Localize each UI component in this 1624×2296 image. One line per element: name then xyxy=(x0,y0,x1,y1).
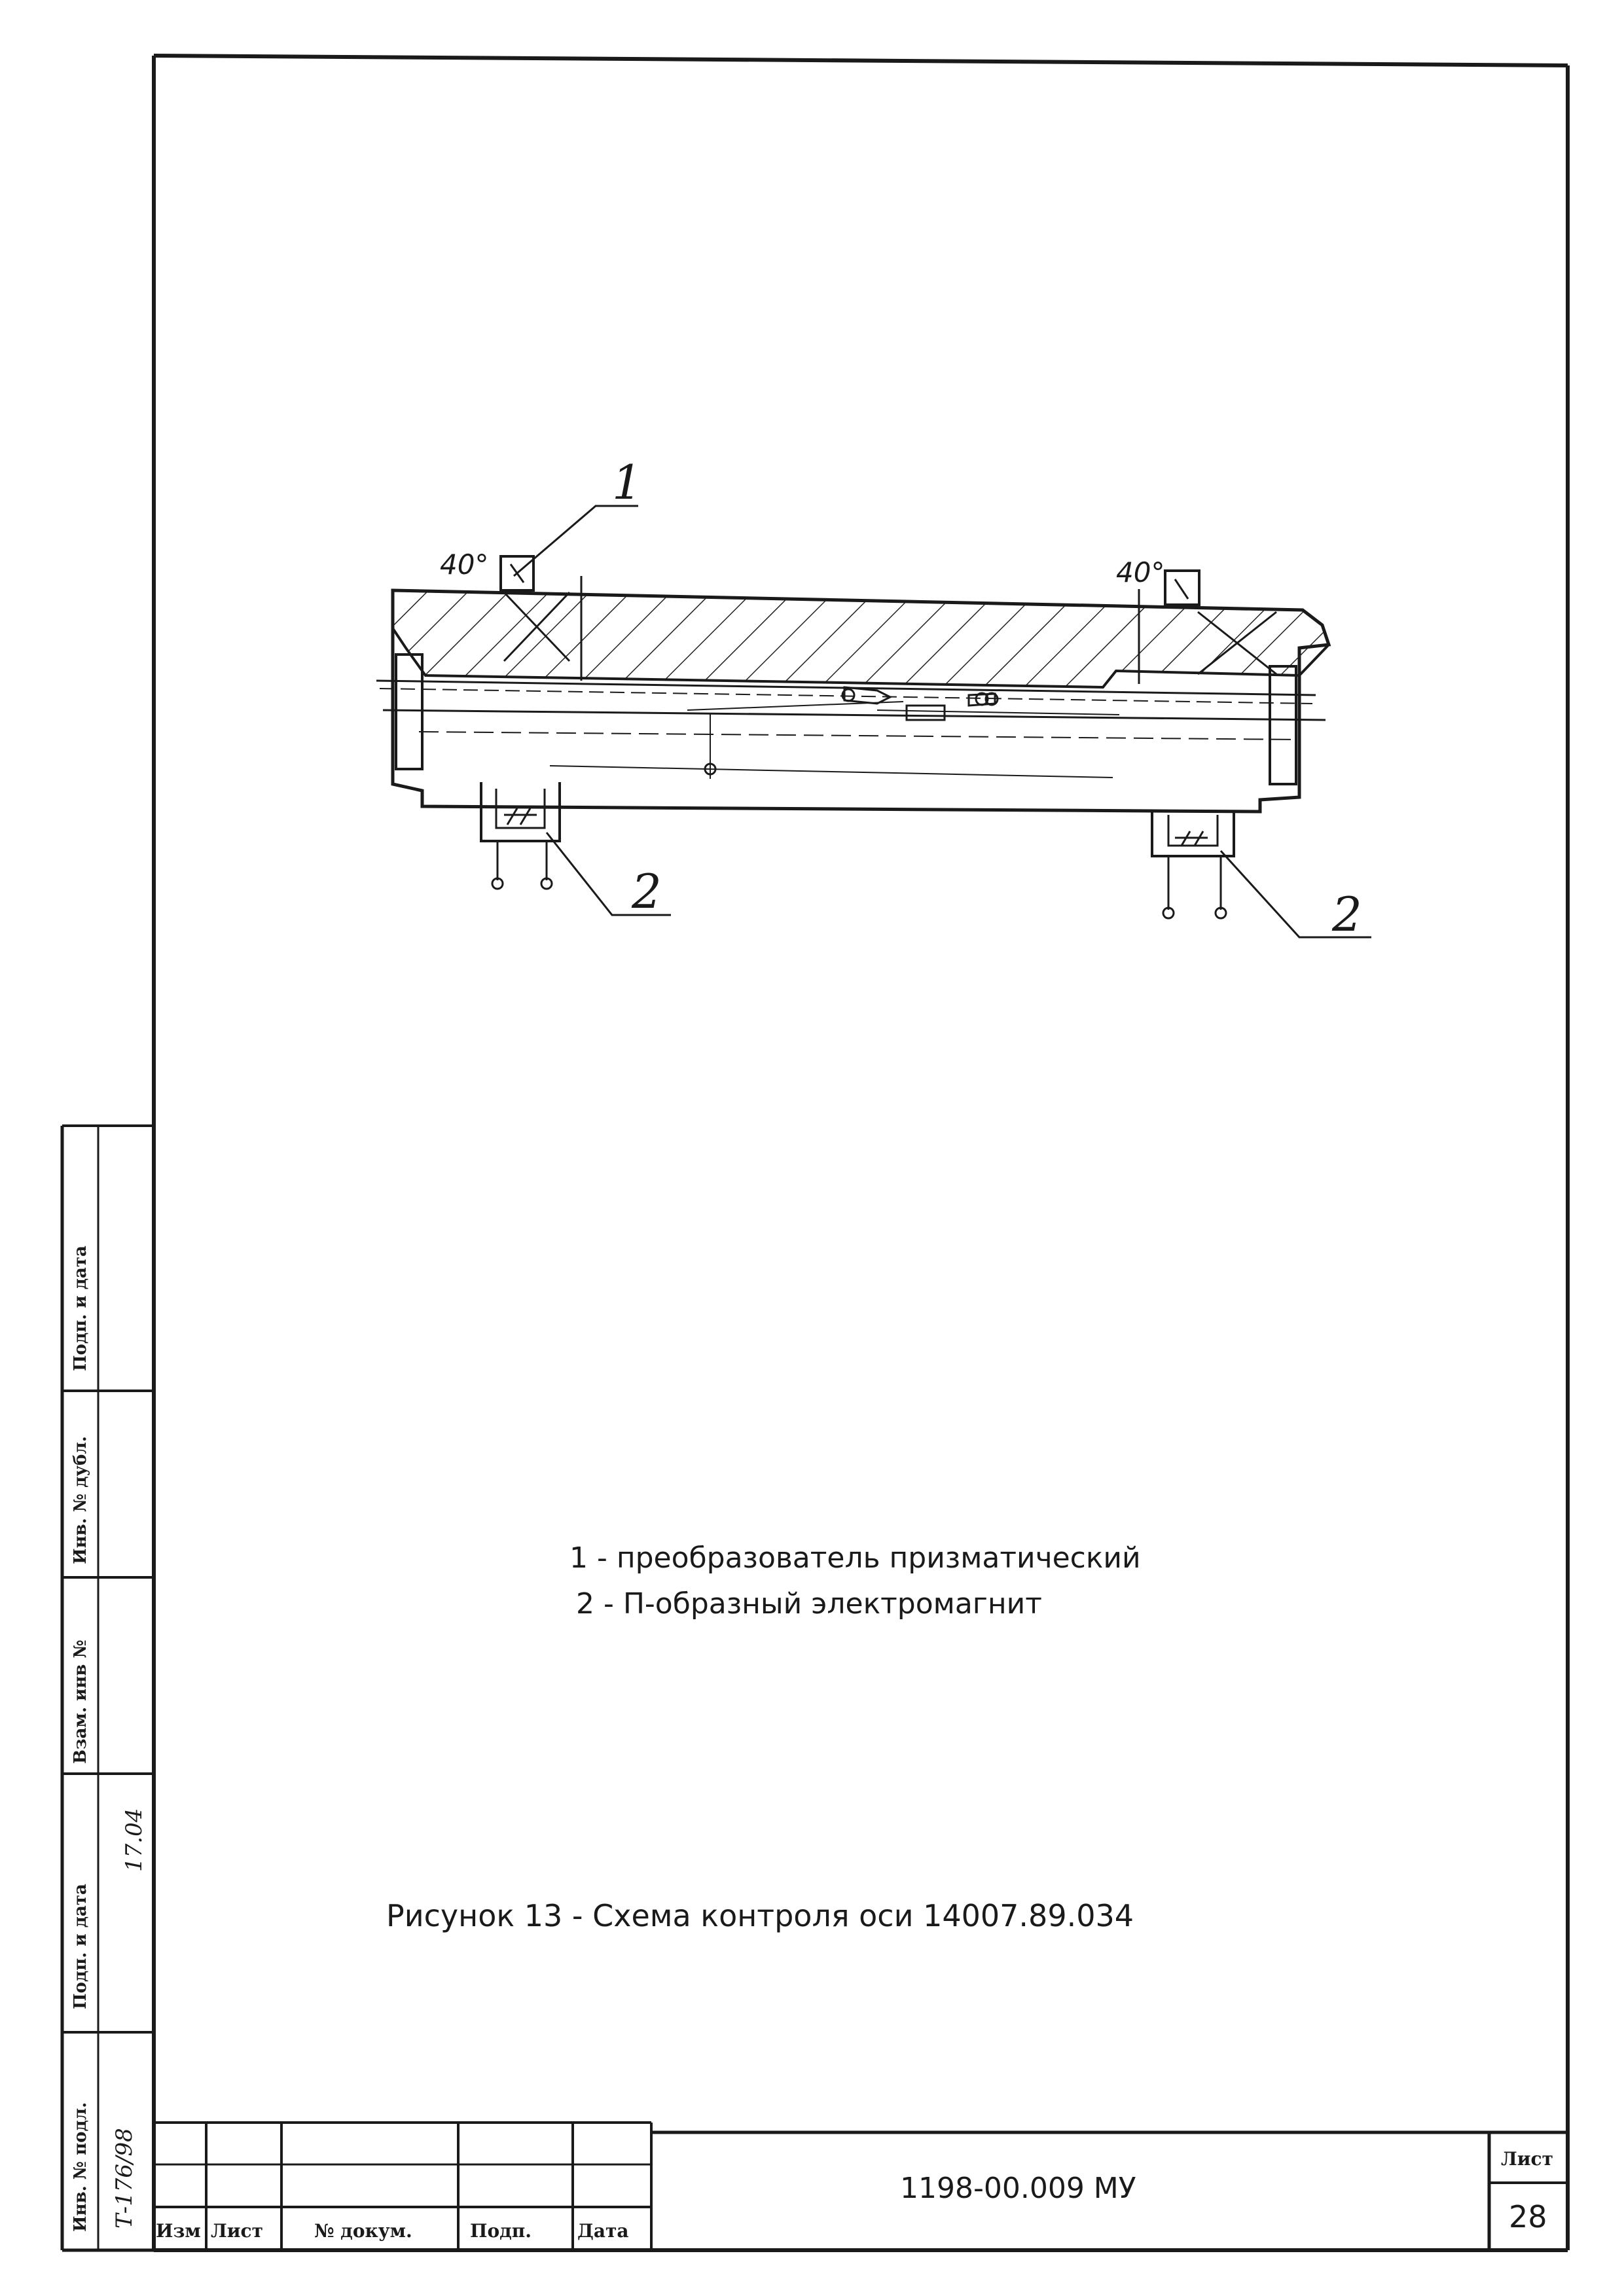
shaft-figure xyxy=(376,506,1371,937)
stamp-replaced-inv: Взам. инв № xyxy=(71,1640,90,1764)
figure-caption: Рисунок 13 - Схема контроля оси 14007.89.034 xyxy=(386,1898,1134,1933)
header-date: Дата xyxy=(577,2220,629,2242)
handwritten-inv-number: Т-176/98 xyxy=(111,2128,137,2229)
sheet-label: Лист xyxy=(1501,2148,1553,2170)
stamp-inv-duplicate: Инв. № дубл. xyxy=(71,1436,90,1564)
legend-item-2: 2 - П-образный электромагнит xyxy=(576,1587,1042,1621)
stamp-sign-date-2: Подп. и дата xyxy=(71,1246,90,1371)
header-signature: Подп. xyxy=(470,2220,532,2242)
stamp-sign-date-1: Подп. и дата xyxy=(71,1884,90,2009)
sheet-number: 28 xyxy=(1509,2199,1547,2234)
header-doc-no: № докум. xyxy=(314,2220,412,2242)
stamp-inv-original: Инв. № подл. xyxy=(71,2102,90,2232)
callout-1-label: 1 xyxy=(612,455,642,510)
angle-left-label: 40° xyxy=(440,548,489,581)
legend-item-1: 1 - преобразователь призматический xyxy=(569,1541,1141,1575)
header-sheet: Лист xyxy=(211,2220,263,2242)
angle-right-label: 40° xyxy=(1116,556,1165,588)
callout-2-left-label: 2 xyxy=(632,864,662,919)
converter-right xyxy=(1165,571,1199,605)
callout-2-right-label: 2 xyxy=(1332,887,1362,942)
document-code: 1198-00.009 МУ xyxy=(900,2172,1136,2205)
header-change: Изм xyxy=(156,2220,201,2242)
handwritten-date: 17.04 xyxy=(121,1808,147,1872)
